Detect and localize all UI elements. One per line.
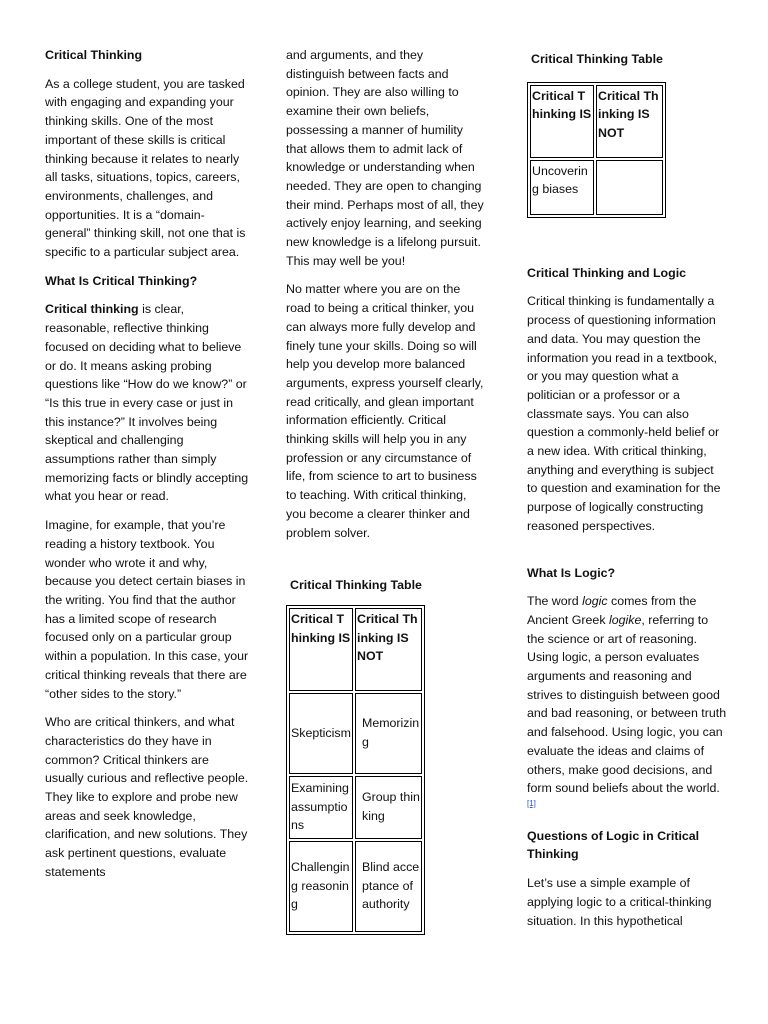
critical-thinking-table-continued xyxy=(527,82,666,218)
paragraph-definition xyxy=(45,300,250,506)
paragraph-continued: and arguments, and they distinguish between facts and opinion. They are also willing to examine their own beliefs, possessing a manner of humility that allows them to admit lack of knowledge or understanding when needed. They are open to changing their mind. Perhaps most of all, they actively enjoy learning, and seeking new knowledge is a lifelong pursuit. This may well be you! xyxy=(286,48,484,268)
section-heading-what-is-logic: What Is Logic? xyxy=(527,565,616,580)
table-cell: Group thinking xyxy=(355,776,422,839)
table-row xyxy=(289,693,422,774)
table-header-cell: Critical Thinking IS NOT xyxy=(355,608,422,691)
table-title: Critical Thinking Table xyxy=(531,52,663,66)
table-title: Critical Thinking Table xyxy=(290,578,422,593)
paragraph-example: Imagine, for example, that you’re reading a history textbook. You wonder who wrote it and why, because you detect certain biases in the writing. You find that the author has a limited scope of research focused only on a particular group within a population. In this case, your critical thinking reveals that there are “other sides to the story.” xyxy=(45,518,249,701)
table-header-row xyxy=(530,85,663,158)
paragraph-critical-thinkers: Who are critical thinkers, and what characteristics do they have in common? Critical thinkers are usually curious and reflective people. They like to explore and probe new areas and seek knowledge, clarification, and new solutions. They ask pertinent questions, evaluate statements xyxy=(45,715,249,879)
table-cell: Examining assumptions xyxy=(289,776,353,839)
paragraph-questioning: Critical thinking is fundamentally a process of questioning information and data. You may question the information you read in a textbook, or you may question what a politician or a professor or a classmate says. You can also question a commonly-held belief or a new idea. With critical thinking, anything and everything is subject to question and examination for the purpose of logically constructing reasoned perspectives. xyxy=(527,294,721,533)
paragraph-intro: As a college student, you are tasked with engaging and expanding your thinking skills. One of the most important of these skills is critical thinking because it relates to nearly all tasks, situations, topics, careers, environments, challenges, and opportunities. It is a “domain-general” thinking skill, not one that is specific to a particular subject area. xyxy=(45,76,246,260)
critical-thinking-table xyxy=(286,605,425,935)
definition-text: is clear, reasonable, reflective thinking focused on deciding what to believe or do. It means asking probing questions like “How do we know?” or “Is this true in every case or just in this instance?” It involves being skeptical and challenging assumptions rather than simply memorizing facts or blindly accepting what you hear or read. xyxy=(45,302,249,504)
paragraph-logic-example: Let’s use a simple example of applying logic to a critical-thinking situation. In this hypothetical xyxy=(527,876,712,928)
table-row xyxy=(289,841,422,932)
table-cell: Memorizing xyxy=(355,693,422,774)
section-heading-critical-thinking: Critical Thinking xyxy=(45,48,143,62)
table-cell: Uncovering biases xyxy=(530,160,594,215)
column-right xyxy=(527,46,727,940)
table-row xyxy=(289,776,422,839)
section-heading-what-is-critical-thinking: What Is Critical Thinking? xyxy=(45,273,198,288)
section-heading-critical-thinking-and-logic: Critical Thinking and Logic xyxy=(527,265,687,280)
table-header-row xyxy=(289,608,422,691)
table-header-cell: Critical Thinking IS xyxy=(289,608,353,691)
column-middle xyxy=(286,46,484,935)
term-critical-thinking: Critical thinking xyxy=(45,302,139,317)
column-left xyxy=(45,46,250,892)
table-row xyxy=(530,160,663,215)
term-logike: logike xyxy=(608,612,642,627)
footnote-reference-link[interactable]: [1] xyxy=(527,798,536,808)
table-cell: Skepticism xyxy=(289,693,353,774)
table-header-cell: Critical Thinking IS NOT xyxy=(596,85,663,158)
table-header-cell: Critical Thinking IS xyxy=(530,85,594,158)
table-cell xyxy=(596,160,663,215)
section-heading-questions-of-logic: Questions of Logic in Critical Thinking xyxy=(527,828,700,862)
paragraph-logic-definition: The word logic comes from the Ancient Greek logike, referring to the science or art of reasoning. Using logic, a person evaluates arguments and reasoning and strives to distinguish between good and bad reasoning, or between truth and falsehood. Using logic, you can evaluate the ideas and claims of others, make good decisions, and form sound beliefs about the world.[1] xyxy=(527,594,727,808)
table-cell: Blind acceptance of authority xyxy=(355,841,422,932)
paragraph-develop-skills: No matter where you are on the road to being a critical thinker, you can always more fully develop and finely tune your skills. Doing so will help you develop more balanced arguments, express yourself clearly, read critically, and glean important information efficiently. Critical thinking skills will help you in any profession or any circumstance of life, from science to art to business to teaching. With critical thinking, you become a clearer thinker and problem solver. xyxy=(286,282,484,540)
term-logic: logic xyxy=(582,594,608,609)
table-cell: Challenging reasoning xyxy=(289,841,353,932)
